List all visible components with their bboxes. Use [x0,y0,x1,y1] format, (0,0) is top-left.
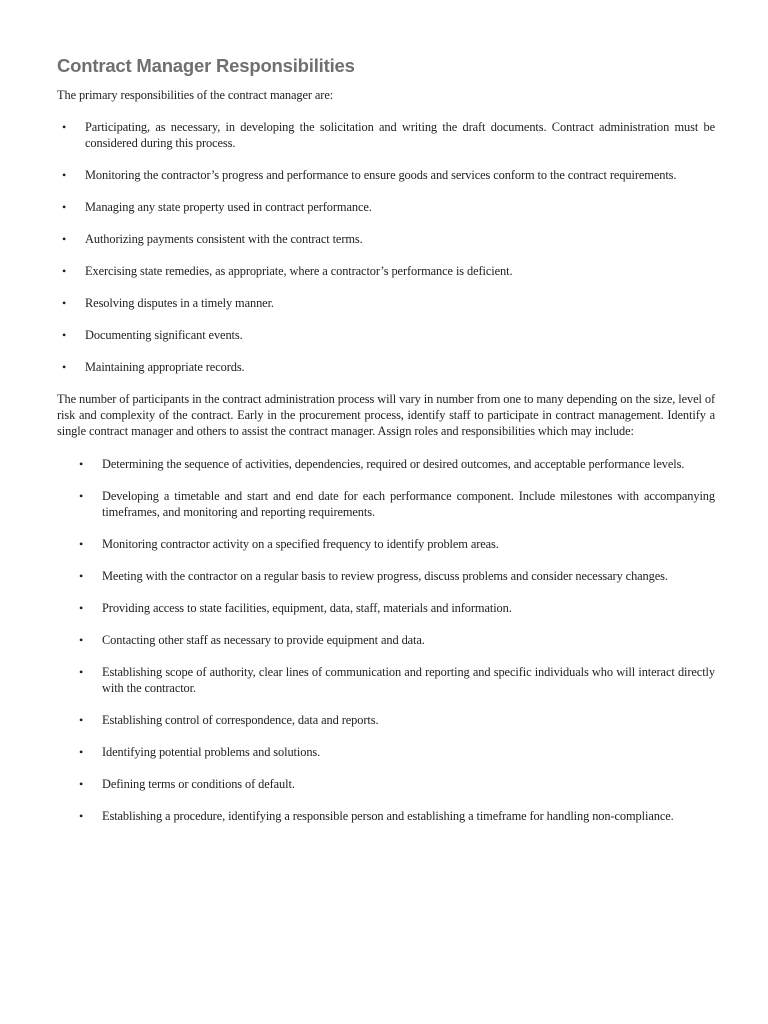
list-item-text: Providing access to state facilities, equipment, data, staff, materials and information. [102,601,512,615]
bullet-icon: • [79,665,84,679]
list-item [57,632,715,648]
bullet-icon: • [62,200,67,214]
list-item [57,488,715,520]
bullet-icon: • [79,777,84,791]
list-item [57,712,715,728]
bullet-icon: • [62,168,67,182]
list-item [57,295,715,311]
list-item-text: Resolving disputes in a timely manner. [85,296,274,310]
roles-list [57,456,715,824]
list-item [57,664,715,696]
list-item [57,744,715,760]
bullet-icon: • [79,457,84,471]
list-item-text: Documenting significant events. [85,328,243,342]
page-title: Contract Manager Responsibilities [57,55,355,76]
list-item-text: Maintaining appropriate records. [85,360,245,374]
list-item [57,568,715,584]
list-item [57,359,715,375]
bullet-icon: • [79,809,84,823]
list-item [57,199,715,215]
list-item-text: Establishing scope of authority, clear lines of communication and reporting and specific individuals who will interact directly with the contractor. [102,665,715,695]
bullet-icon: • [62,296,67,310]
document-page [57,55,715,840]
list-item [57,327,715,343]
list-item [57,600,715,616]
list-item-text: Managing any state property used in contract performance. [85,200,372,214]
bullet-icon: • [62,328,67,342]
list-item-text: Defining terms or conditions of default. [102,777,295,791]
bullet-icon: • [79,745,84,759]
list-item-text: Monitoring the contractor’s progress and performance to ensure goods and services conform to the contract requirements. [85,168,677,182]
bullet-icon: • [62,232,67,246]
list-item-text: Monitoring contractor activity on a specified frequency to identify problem areas. [102,537,499,551]
bullet-icon: • [79,537,84,551]
bullet-icon: • [79,713,84,727]
list-item-text: Participating, as necessary, in developing the solicitation and writing the draft documents. Contract administration must be considered during this process. [85,120,715,150]
list-item [57,536,715,552]
list-item [57,119,715,151]
bullet-icon: • [62,264,67,278]
list-item-text: Meeting with the contractor on a regular basis to review progress, discuss problems and consider necessary changes. [102,569,668,583]
bullet-icon: • [79,633,84,647]
list-item [57,776,715,792]
bullet-icon: • [79,489,84,503]
list-item-text: Establishing control of correspondence, data and reports. [102,713,379,727]
list-item-text: Exercising state remedies, as appropriate, where a contractor’s performance is deficient. [85,264,513,278]
bullet-icon: • [62,120,67,134]
list-item [57,808,715,824]
list-item [57,456,715,472]
list-item-text: Developing a timetable and start and end date for each performance component. Include milestones with accompanying timeframes, and monitoring and reporting requirements. [102,489,715,519]
participants-paragraph: The number of participants in the contract administration process will vary in number from one to many depending on the size, level of risk and complexity of the contract. Early in the procurement process, identify staff to participate in contract management. Identify a single contract manager and others to assist the contract manager. Assign roles and responsibilities which may include: [57,392,715,438]
list-item-text: Authorizing payments consistent with the contract terms. [85,232,363,246]
bullet-icon: • [79,601,84,615]
list-item [57,167,715,183]
list-item-text: Establishing a procedure, identifying a responsible person and establishing a timeframe for handling non-compliance. [102,809,674,823]
bullet-icon: • [62,360,67,374]
bullet-icon: • [79,569,84,583]
primary-responsibilities-list [57,119,715,375]
list-item-text: Identifying potential problems and solutions. [102,745,321,759]
list-item [57,263,715,279]
list-item [57,231,715,247]
intro-paragraph: The primary responsibilities of the contract manager are: [57,88,334,102]
list-item-text: Determining the sequence of activities, dependencies, required or desired outcomes, and acceptable performance levels. [102,457,685,471]
list-item-text: Contacting other staff as necessary to provide equipment and data. [102,633,425,647]
